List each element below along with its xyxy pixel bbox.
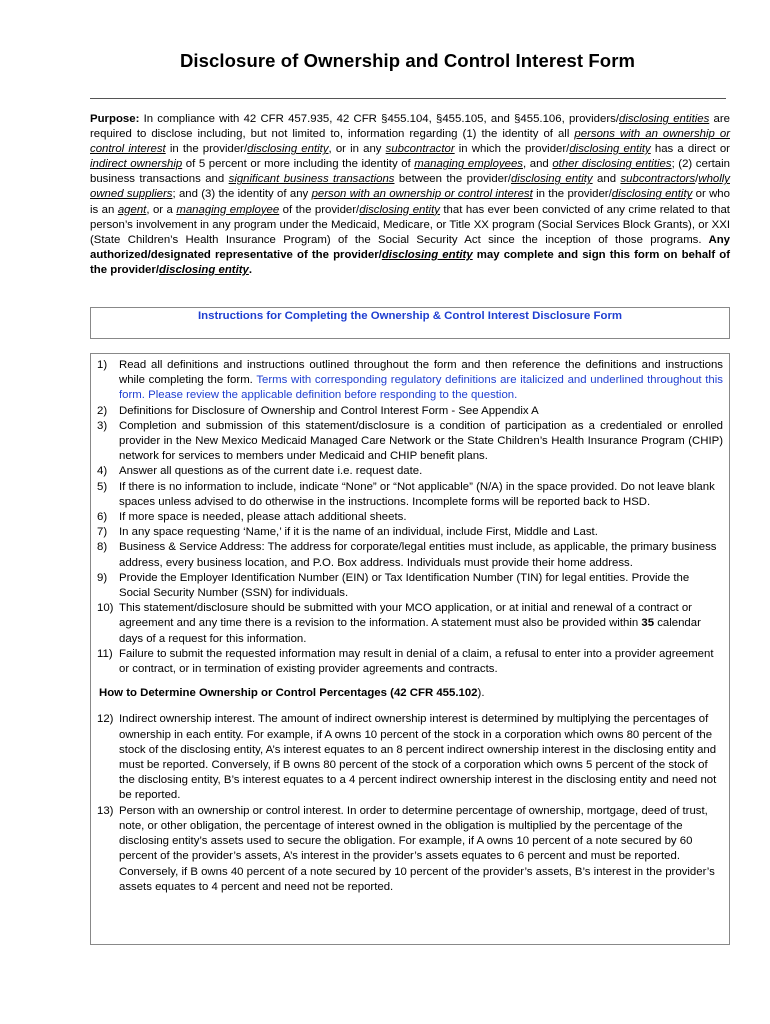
term-link: disclosing entity	[611, 188, 693, 201]
list-item: 7) In any space requesting ‘Name,’ if it is the name of an individual, include First, Middle and Last.	[97, 526, 598, 539]
term-link: person with an ownership or control interest	[311, 188, 533, 201]
term-link: subcontractors	[620, 173, 696, 186]
page-title: Disclosure of Ownership and Control Interest Form	[179, 50, 636, 71]
term-link: subcontractor	[385, 143, 455, 156]
term-link: disclosing entity	[247, 143, 329, 156]
list-item: 6) If more space is needed, please attach additional sheets.	[97, 511, 407, 524]
instructions-header-box	[90, 307, 730, 339]
list-item: 12) Indirect ownership interest. The amount of indirect ownership interest is determined by multiplying the percentages of ownership in each entity. For example, if A owns 10 percent of the stock in a corporation which owns 80 percent of the stock of the disclosing entity, A’s interest equates to an 8 percent indirect ownership interest in the disclosing entity and must be reported. Conversely, if B owns 80 percent of the stock of a corporation which owns 5 percent of the stock of the disclosing entity, B’s interest equates to a 4 percent indirect ownership interest in the disclosing entity and need not be reported.	[97, 713, 717, 802]
term-link: wholly owned suppliers	[90, 173, 730, 201]
instructions-header: Instructions for Completing the Ownership & Control Interest Disclosure Form	[197, 310, 623, 322]
term-link: persons with an ownership or control interest	[90, 128, 730, 156]
list-item: 8) Business & Service Address: The address for corporate/legal entities must include, as applicable, the primary business address, every business location, and P.O. Box address. Individuals must provide their home address.	[97, 541, 717, 569]
percentages-heading: How to Determine Ownership or Control Percentages (42 CFR 455.102).	[99, 687, 485, 700]
list-item: 10) This statement/disclosure should be submitted with your MCO application, or at initial and renewal of a contract or agreement and any time there is a revision to the information. A statement must also be provided within 35 calendar days of a request for this information.	[97, 602, 701, 645]
instructions-list-box	[90, 353, 730, 945]
title-divider	[90, 98, 726, 99]
term-link: disclosing entity	[381, 248, 473, 261]
term-link: other disclosing entities	[552, 158, 672, 171]
term-link: disclosing entity	[510, 173, 593, 186]
term-link: indirect ownership	[90, 158, 183, 171]
definition-note: Terms with corresponding regulatory definitions are italicized and underlined throughout this form. Please review the applicable definition before responding to the question.	[119, 374, 723, 402]
list-item: 4) Answer all questions as of the current date i.e. request date.	[97, 465, 423, 478]
list-item: 1) Read all definitions and instructions outlined throughout the form and then reference the definitions and instructions while completing the form. Terms with corresponding regulatory definitions are italicized and underlined throughout this form. Please review the applicable definition before responding to the question.	[97, 359, 723, 402]
term-link: disclosing entity	[159, 263, 249, 276]
term-link: managing employee	[176, 203, 280, 216]
list-item: 2) Definitions for Disclosure of Ownership and Control Interest Form - See Appendix A	[97, 404, 539, 417]
purpose-label: Purpose:	[90, 113, 140, 125]
term-link: managing employees	[414, 158, 523, 171]
list-item: 5) If there is no information to include, indicate “None” or “Not applicable” (N/A) in the space provided. Do not leave blank spaces unless advised to do otherwise in the instructions. Incomplete forms will be reported back to HSD.	[97, 480, 715, 508]
list-item: 9) Provide the Employer Identification Number (EIN) or Tax Identification Number (TIN) for legal entities. Provide the Social Security Number (SSN) for individuals.	[97, 571, 690, 600]
list-item: 13) Person with an ownership or control interest. In order to determine percentage of ownership, mortgage, deed of trust, note, or other obligation, the percentage of interest owned in the obligation is multiplied by the percentage of the disclosing entity’s assets used to secure the obligation. For example, if A owns 10 percent of a note secured by 60 percent of the provider’s assets, A’s interest in the provider’s assets equates to 6 percent and must be reported. Conversely, if B owns 40 percent of a note secured by 10 percent of the provider’s assets, B’s interest in the provider’s assets equates to 4 percent and need not be reported.	[97, 804, 715, 893]
term-link: significant business transactions	[228, 173, 395, 186]
list-item: 11) Failure to submit the requested information may result in denial of a claim, a refusal to enter into a provider agreement or contract, or in termination of existing provider agreements and contracts.	[97, 647, 714, 676]
term-link: disclosing entity	[359, 203, 440, 216]
term-link: disclosing entity	[569, 143, 651, 156]
authorized-rep-note: Any authorized/designated representative of the provider/disclosing entity may complete and sign this form on behalf of the provider/disclosing entity.	[90, 233, 731, 276]
term-link: disclosing entities	[618, 113, 710, 125]
list-item: 3) Completion and submission of this statement/disclosure is a condition of participation as a credentialed or enrolled provider in the New Mexico Medicaid Managed Care Network or the State Children’s Health Insurance Program (CHIP) network for services to members under Medicaid and CHIP benefit plans.	[97, 419, 723, 463]
term-link: agent	[117, 203, 147, 216]
instructions-list	[97, 358, 723, 895]
purpose-paragraph: Purpose: In compliance with 42 CFR 457.935, 42 CFR §455.104, §455.105, and §455.106, providers/disclosing entities are required to disclose including, but not limited to, information regarding (1) the identity of all persons with an ownership or control interest in the provider/disclosing entity, or in any subcontractor in which the provider/disclosing entity has a direct or indirect ownership of 5 percent or more including the identity of managing employees, and other disclosing entities; (2) certain business transactions and significant business transactions between the provider/disclosing entity and subcontractors/wholly owned suppliers; and (3) the identity of any person with an ownership or control interest in the provider/disclosing entity or who is an agent, or a managing employee of the provider/disclosing entity that has ever been convicted of any crime related to that person’s involvement in any program under the Medicaid, Medicare, or Title XX program (Social Services Block Grants), or XXI (State Children’s Health Insurance Program) of the Social Security Act since the inception of those programs. Any authorized/designated representative of the provider/disclosing entity may complete and sign this form on behalf of the provider/disclosing entity.	[90, 113, 731, 276]
